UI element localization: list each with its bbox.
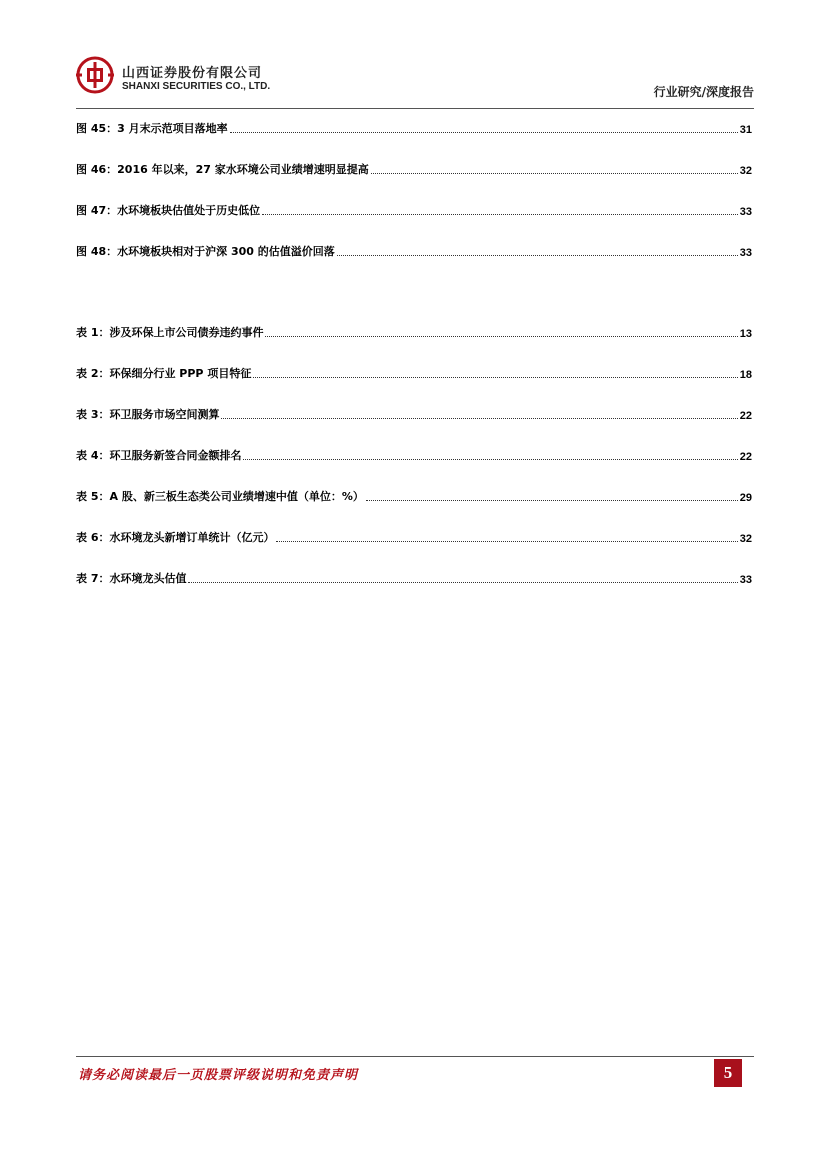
disclaimer-notice: 请务必阅读最后一页股票评级说明和免责声明 <box>78 1068 359 1083</box>
dot-leader <box>253 377 737 378</box>
page-header <box>76 56 754 108</box>
entry-title: 表 5：A 股、新三板生态类公司业绩增速中值（单位：%） <box>76 490 364 503</box>
company-name-cn: 山西证券股份有限公司 <box>122 66 263 81</box>
table-entry[interactable] <box>76 447 752 463</box>
figure-entry[interactable] <box>76 202 752 218</box>
header-divider <box>76 108 754 109</box>
dot-leader <box>371 173 738 174</box>
entry-page: 33 <box>739 247 752 259</box>
entry-page: 22 <box>739 410 752 422</box>
dot-leader <box>262 214 738 215</box>
entry-title: 表 4：环卫服务新签合同金额排名 <box>76 449 242 462</box>
table-entry[interactable] <box>76 324 752 340</box>
entry-page: 13 <box>739 328 752 340</box>
dot-leader <box>265 336 737 337</box>
table-entry[interactable] <box>76 529 752 545</box>
dot-leader <box>230 132 738 133</box>
table-entry[interactable] <box>76 570 752 586</box>
figure-entry[interactable] <box>76 161 752 177</box>
entry-title: 表 3：环卫服务市场空间测算 <box>76 408 220 421</box>
entry-title: 表 1：涉及环保上市公司债券违约事件 <box>76 326 264 339</box>
dot-leader <box>243 459 737 460</box>
figure-entry[interactable] <box>76 243 752 259</box>
dot-leader <box>366 500 738 501</box>
entry-title: 图 47：水环境板块估值处于历史低位 <box>76 204 261 217</box>
entry-page: 33 <box>739 206 752 218</box>
entry-page: 33 <box>739 574 752 586</box>
report-type: 行业研究/深度报告 <box>653 85 754 99</box>
entry-page: 32 <box>739 165 752 177</box>
dot-leader <box>221 418 737 419</box>
table-entry[interactable] <box>76 406 752 422</box>
entry-title: 图 48：水环境板块相对于沪深 300 的估值溢价回落 <box>76 245 335 258</box>
dot-leader <box>337 255 738 256</box>
entry-title: 表 7：水环境龙头估值 <box>76 572 187 585</box>
page-number-badge: 5 <box>714 1059 742 1087</box>
entry-title: 图 46：2016 年以来，27 家水环境公司业绩增速明显提高 <box>76 163 369 176</box>
entry-title: 图 45：3 月末示范项目落地率 <box>76 122 228 135</box>
entry-page: 32 <box>739 533 752 545</box>
entry-page: 18 <box>739 369 752 381</box>
shanxi-securities-logo-icon <box>76 56 114 94</box>
company-name-en: SHANXI SECURITIES CO., LTD. <box>122 81 271 92</box>
entry-page: 22 <box>739 451 752 463</box>
entry-page: 31 <box>739 124 752 136</box>
footer-divider <box>76 1056 754 1057</box>
figure-entry[interactable] <box>76 120 752 136</box>
table-entry[interactable] <box>76 365 752 381</box>
table-entry[interactable] <box>76 488 752 504</box>
entry-page: 29 <box>739 492 752 504</box>
dot-leader <box>276 541 737 542</box>
entry-title: 表 6：水环境龙头新增订单统计（亿元） <box>76 531 275 544</box>
dot-leader <box>188 582 737 583</box>
entry-title: 表 2：环保细分行业 PPP 项目特征 <box>76 367 252 380</box>
